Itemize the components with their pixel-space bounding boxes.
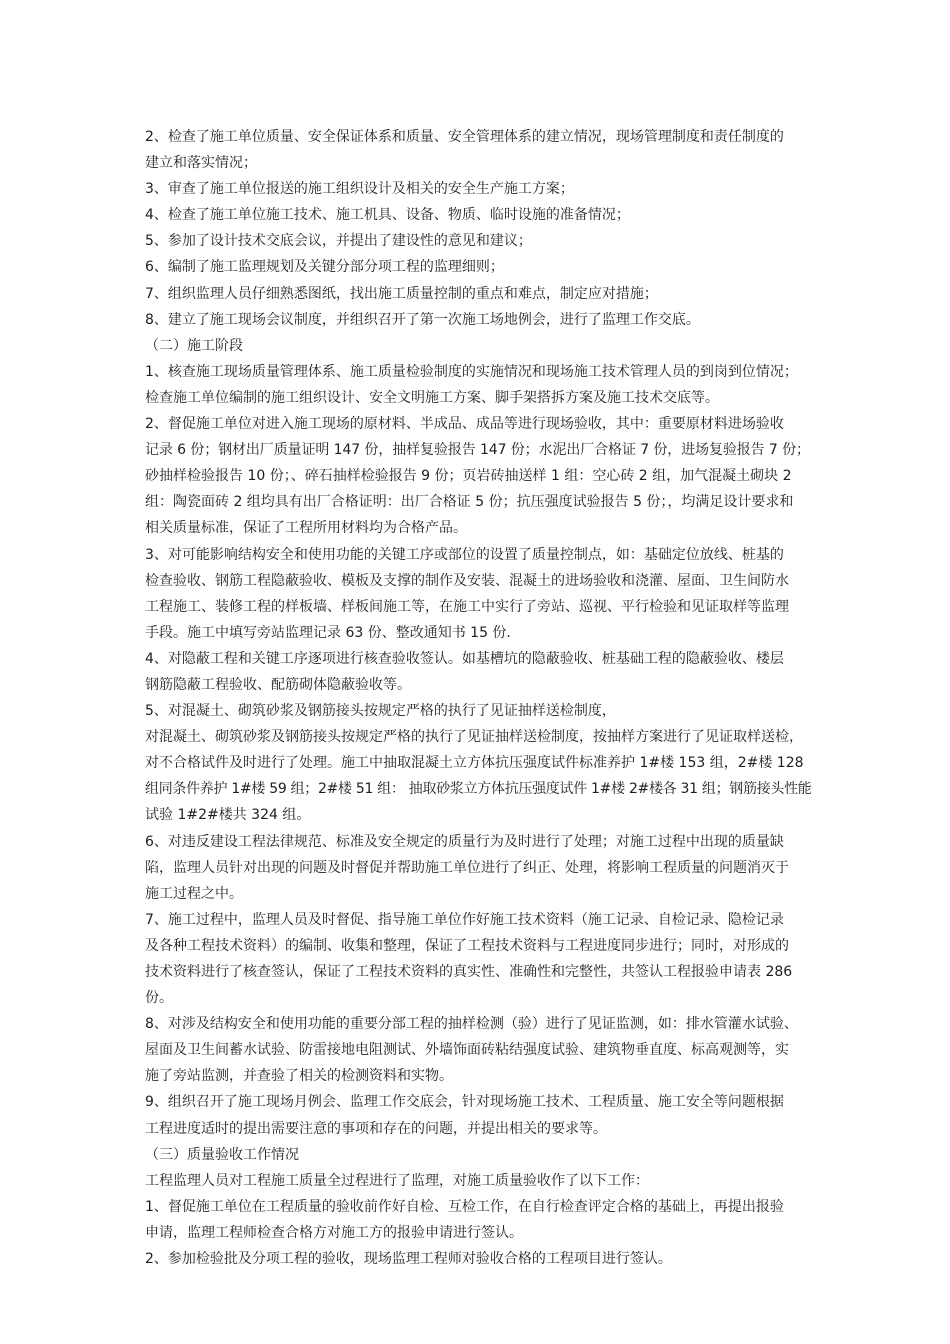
- text-line: 手段。施工中填写旁站监理记录 63 份、整改通知书 15 份.: [145, 624, 511, 641]
- text-line: 工程监理人员对工程施工质量全过程进行了监理，对施工质量验收作了以下工作：: [145, 1172, 649, 1189]
- text-line: 组同条件养护 1#楼 59 组；2#楼 51 组： 抽取砂浆立方体抗压强度试件 1#楼 2#楼各 31 组；钢筋接头性能: [145, 781, 812, 798]
- text-line: 1、核查施工现场质量管理体系、施工质量检验制度的实施情况和现场施工技术管理人员的到岗到位情况；: [145, 363, 798, 380]
- text-line: 相关质量标准，保证了工程所用材料均为合格产品。: [145, 520, 467, 537]
- text-line: 7、施工过程中，监理人员及时督促、指导施工单位作好施工技术资料（施工记录、自检记录、隐检记录: [145, 911, 784, 928]
- text-line: 屋面及卫生间蓄水试验、防雷接地电阻测试、外墙饰面砖粘结强度试验、建筑物垂直度、标高观测等，实: [145, 1042, 789, 1059]
- text-line: （二）施工阶段: [145, 337, 243, 354]
- text-line: 3、审查了施工单位报送的施工组织设计及相关的安全生产施工方案；: [145, 181, 574, 198]
- text-line: 试验 1#2#楼共 324 组。: [145, 807, 311, 824]
- text-line: 施工过程之中。: [145, 885, 243, 902]
- text-line: 组：陶瓷面砖 2 组均具有出厂合格证明：出厂合格证 5 份；抗压强度试验报告 5 份；，均满足设计要求和: [145, 494, 794, 511]
- text-line: 陷，监理人员针对出现的问题及时督促并帮助施工单位进行了纠正、处理，将影响工程质量的问题消灭于: [145, 859, 789, 876]
- text-line: 及各种工程技术资料）的编制、收集和整理，保证了工程技术资料与工程进度同步进行；同时，对形成的: [145, 937, 789, 954]
- text-line: 技术资料进行了核查签认，保证了工程技术资料的真实性、准确性和完整性，共签认工程报验申请表 286: [145, 964, 793, 980]
- text-line: 对不合格试件及时进行了处理。施工中抽取混凝土立方体抗压强度试件标准养护 1#楼 153 组，2#楼 128: [145, 755, 804, 772]
- text-line: （三）质量验收工作情况: [145, 1146, 299, 1163]
- text-line: 2、检查了施工单位质量、安全保证体系和质量、安全管理体系的建立情况，现场管理制度和责任制度的: [145, 129, 784, 145]
- text-line: 工程施工、装修工程的样板墙、样板间施工等，在施工中实行了旁站、巡视、平行检验和见证取样等监理: [145, 598, 789, 615]
- text-line: 6、编制了施工监理规划及关键分部分项工程的监理细则；: [145, 259, 504, 276]
- text-line: 工程进度适时的提出需要注意的事项和存在的问题，并提出相关的要求等。: [145, 1120, 607, 1137]
- text-line: 8、建立了施工现场会议制度，并组织召开了第一次施工场地例会，进行了监理工作交底。: [145, 311, 700, 328]
- text-line: 建立和落实情况；: [145, 155, 257, 172]
- text-line: 记录 6 份；钢材出厂质量证明 147 份，抽样复验报告 147 份；水泥出厂合格证 7 份，进场复验报告 7 份；: [145, 442, 810, 459]
- text-line: 申请，监理工程师检查合格方对施工方的报验申请进行签认。: [145, 1224, 523, 1241]
- text-line: 6、对违反建设工程法律规范、标准及安全规定的质量行为及时进行了处理；对施工过程中出现的质量缺: [145, 833, 784, 850]
- document-body: [145, 124, 815, 1272]
- text-line: 检查施工单位编制的施工组织设计、安全文明施工方案、脚手架搭拆方案及施工技术交底等。: [145, 389, 719, 406]
- text-line: 钢筋隐蔽工程验收、配筋砌体隐蔽验收等。: [145, 676, 411, 693]
- text-line: 3、对可能影响结构安全和使用功能的关键工序或部位的设置了质量控制点，如：基础定位放线、桩基的: [145, 546, 784, 563]
- text-line: 5、对混凝土、砌筑砂浆及钢筋接头按规定严格的执行了见证抽样送检制度，: [145, 703, 616, 720]
- text-line: 2、参加检验批及分项工程的验收，现场监理工程师对验收合格的工程项目进行签认。: [145, 1251, 672, 1268]
- text-line: 份。: [145, 990, 173, 1007]
- text-line: 砂抽样检验报告 10 份；、碎石抽样检验报告 9 份；页岩砖抽送样 1 组：空心砖 2 组，加气混凝土砌块 2: [145, 468, 792, 485]
- text-line: 8、对涉及结构安全和使用功能的重要分部工程的抽样检测（验）进行了见证监测，如：排水管灌水试验、: [145, 1016, 798, 1033]
- text-line: 4、对隐蔽工程和关键工序逐项进行核查验收签认。如基槽坑的隐蔽验收、桩基础工程的隐蔽验收、楼层: [145, 650, 784, 667]
- text-line: 7、组织监理人员仔细熟悉图纸，找出施工质量控制的重点和难点，制定应对措施；: [145, 285, 658, 302]
- text-line: 1、督促施工单位在工程质量的验收前作好自检、互检工作，在自行检查评定合格的基础上，再提出报验: [145, 1198, 784, 1215]
- text-line: 对混凝土、砌筑砂浆及钢筋接头按规定严格的执行了见证抽样送检制度，按抽样方案进行了见证取样送检，: [145, 729, 803, 746]
- text-line: 9、组织召开了施工现场月例会、监理工作交底会，针对现场施工技术、工程质量、施工安全等问题根据: [145, 1094, 784, 1111]
- text-line: 4、检查了施工单位施工技术、施工机具、设备、物质、临时设施的准备情况；: [145, 207, 630, 224]
- text-line: 2、督促施工单位对进入施工现场的原材料、半成品、成品等进行现场验收，其中：重要原材料进场验收: [145, 416, 784, 433]
- text-line: 施了旁站监测，并查验了相关的检测资料和实物。: [145, 1068, 453, 1085]
- text-line: 检查验收、钢筋工程隐蔽验收、模板及支撑的制作及安装、混凝土的进场验收和浇灌、屋面、卫生间防水: [145, 572, 789, 589]
- text-line: 5、参加了设计技术交底会议，并提出了建设性的意见和建议；: [145, 233, 532, 250]
